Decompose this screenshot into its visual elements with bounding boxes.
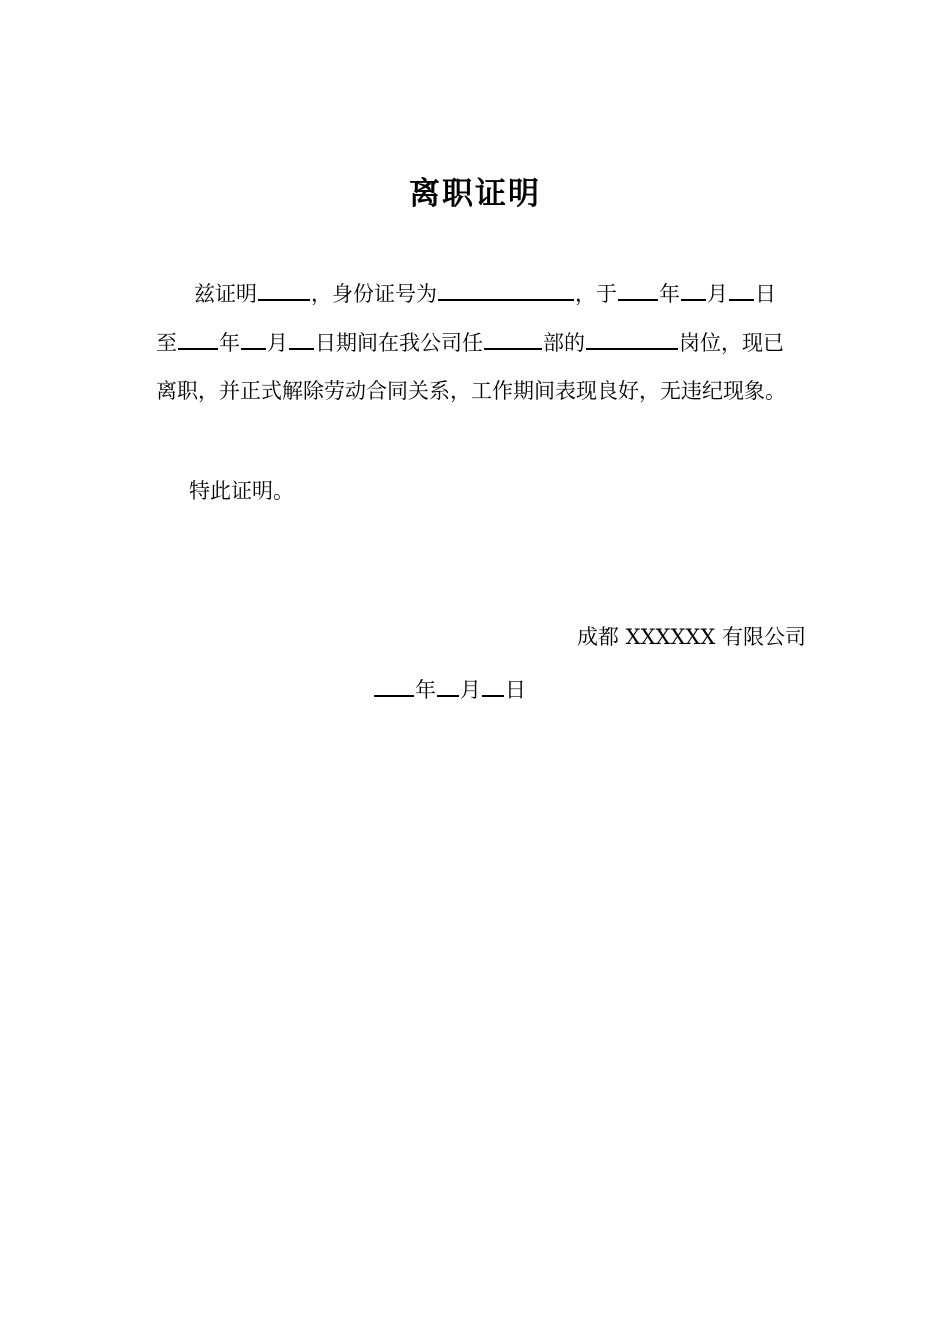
start-year-blank (618, 279, 658, 301)
company-name: 成都 XXXXXX 有限公司 (576, 625, 806, 649)
sign-year-label: 年 (415, 678, 436, 702)
text-month: 月 (267, 331, 288, 355)
signature-date (373, 675, 526, 704)
position-blank (586, 328, 678, 350)
start-month-blank (681, 279, 706, 301)
body-line-3: 离职，并正式解除劳动合同关系，工作期间表现良好，无违纪现象。 (156, 379, 786, 403)
start-day-blank (729, 279, 754, 301)
text-department: 部的 (543, 331, 585, 355)
document-title: 离职证明 (409, 176, 541, 212)
sign-year-blank (374, 675, 414, 697)
end-year-blank (178, 328, 218, 350)
text-certify: 兹证明 (194, 282, 257, 306)
text-year: 年 (219, 331, 240, 355)
sign-month-blank (437, 675, 459, 697)
text-id-number: ，身份证号为 (311, 282, 437, 306)
text-to: 至 (156, 331, 177, 355)
sign-day-label: 日 (505, 678, 526, 702)
text-year: 年 (659, 282, 680, 306)
text-day: 日 (755, 282, 776, 306)
text-position: 岗位，现已 (679, 331, 784, 355)
id-number-blank (438, 279, 574, 301)
sign-month-label: 月 (460, 678, 481, 702)
closing-statement: 特此证明。 (189, 479, 294, 503)
name-blank (258, 279, 310, 301)
sign-day-blank (482, 675, 504, 697)
text-month: 月 (707, 282, 728, 306)
end-month-blank (241, 328, 266, 350)
department-blank (484, 328, 542, 350)
end-day-blank (289, 328, 314, 350)
body-line-1 (156, 279, 806, 308)
body-line-2 (156, 328, 806, 357)
text-period: 日期间在我公司任 (315, 331, 483, 355)
text-from: ，于 (575, 282, 617, 306)
